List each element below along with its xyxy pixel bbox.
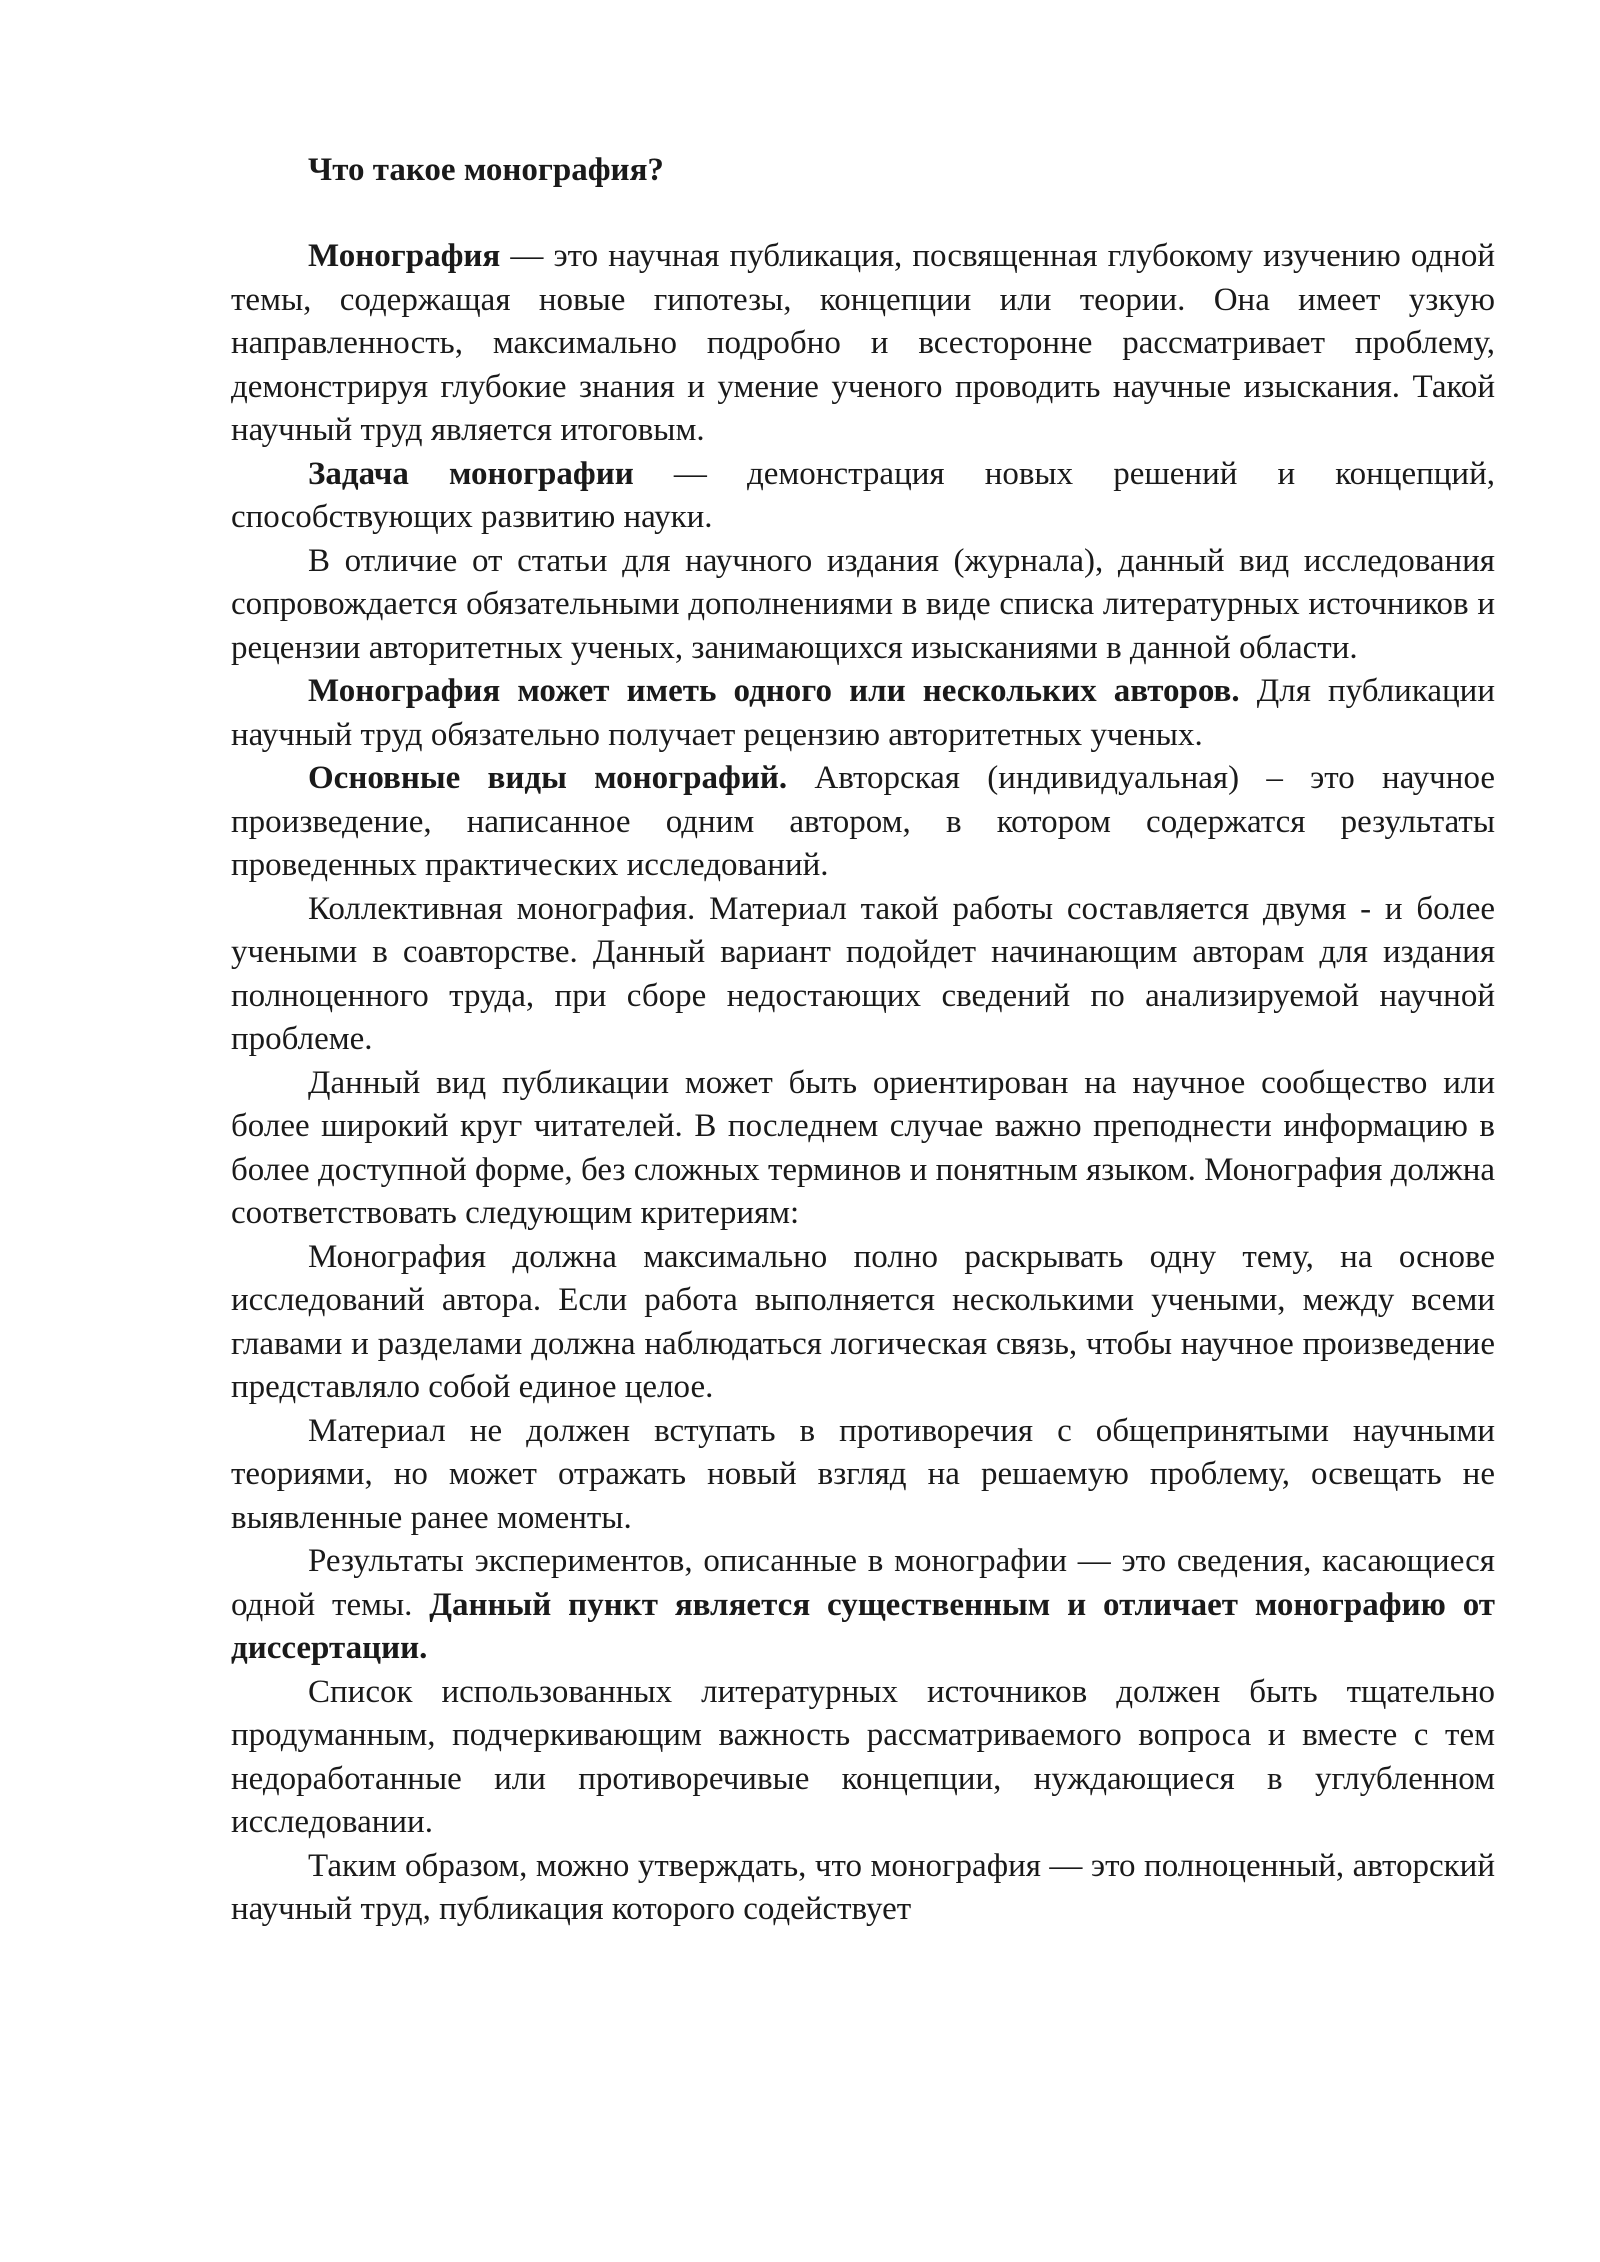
paragraph [231,1062,1495,1236]
document-page [231,148,1495,1932]
text-run: — демонстрация новых решений и концепций, способствующих развитию науки. [231,455,1495,535]
paragraph [231,1540,1495,1671]
text-run: Результаты экспериментов, описанные в монографии — это сведения, касающиеся одной темы. [231,1543,1495,1623]
bold-text: Основные виды монографий. [308,760,788,796]
paragraph [231,1845,1495,1932]
paragraph [231,453,1495,540]
bold-text: Монография может иметь одного или нескольких авторов. [308,673,1240,709]
paragraph [231,888,1495,1062]
paragraph [231,1671,1495,1845]
text-run: Для публикации научный труд обязательно получает рецензию авторитетных ученых. [231,673,1495,753]
text-run: Список использованных литературных источников должен быть тщательно продуманным, подчеркивающим важность рассматриваемого вопроса и вместе с тем недоработанные или противоречивые концепции, нуждающиеся в углубленном исследовании. [231,1673,1495,1840]
paragraph [231,540,1495,671]
text-run: Материал не должен вступать в противоречия с общепринятыми научными теориями, но может отражать новый взгляд на решаемую проблему, освещать не выявленные ранее моменты. [231,1412,1495,1536]
text-run: Коллективная монография. Материал такой работы составляется двумя - и более учеными в соавторстве. Данный вариант подойдет начинающим авторам для издания полноценного труда, при сборе недостающих сведений по анализируемой научной проблеме. [231,890,1495,1057]
text-run: — это научная публикация, посвященная глубокому изучению одной темы, содержащая новые гипотезы, концепции или теории. Она имеет узкую направленность, максимально подробно и всесторонне рассматривает проблему, демонстрируя глубокие знания и умение ученого проводить научные изыскания. Такой научный труд является итоговым. [231,238,1495,448]
paragraph [231,1236,1495,1410]
bold-text: Задача монографии [308,455,634,492]
paragraph [231,670,1495,757]
page-title: Что такое монография? [308,152,664,188]
text-run: Монография должна максимально полно раскрывать одну тему, на основе исследований автора. Если работа выполняется несколькими учеными, между всеми главами и разделами должна наблюдаться логическая связь, чтобы научное произведение представляло собой единое целое. [231,1238,1495,1405]
paragraph [231,757,1495,888]
paragraph [231,235,1495,453]
bold-text: Данный пункт является существенным и отличает монографию от диссертации. [231,1586,1495,1666]
bold-text: Монография [308,238,501,274]
text-run: Авторская (индивидуальная) – это научное произведение, написанное одним автором, в котором содержатся результаты проведенных практических исследований. [231,760,1495,883]
text-run: В отличие от статьи для научного издания (журнала), данный вид исследования сопровождается обязательными дополнениями в виде списка литературных источников и рецензии авторитетных ученых, занимающихся изысканиями в данной области. [231,542,1495,666]
document-body [231,235,1495,1932]
text-run: Данный вид публикации может быть ориентирован на научное сообщество или более широкий круг читателей. В последнем случае важно преподнести информацию в более доступной форме, без сложных терминов и понятным языком. Монография должна соответствовать следующим критериям: [231,1064,1495,1231]
text-run: Таким образом, можно утверждать, что монография — это полноценный, авторский научный труд, публикация которого содействует [231,1847,1495,1927]
paragraph [231,1410,1495,1541]
